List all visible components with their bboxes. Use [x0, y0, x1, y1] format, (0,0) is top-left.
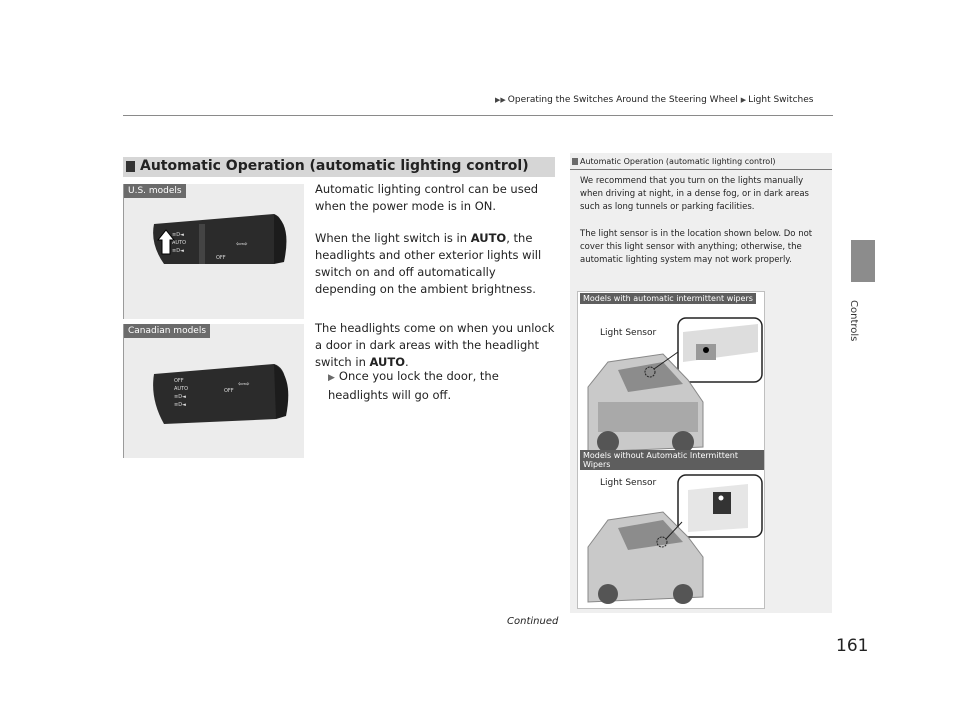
para-auto-switch [315, 230, 555, 298]
para-power-mode: Automatic lighting control can be used when the power mode is in ON. [315, 182, 539, 213]
svg-text:≡D◄: ≡D◄ [172, 248, 184, 254]
fig-tag-no-auto-wipers: Models without Automatic Intermittent Wipers [580, 450, 764, 470]
bullet-item [328, 368, 553, 404]
light-sensor-figure [577, 291, 765, 609]
figure-tag-canada: Canadian models [124, 324, 210, 338]
sensor-label-lower: Light Sensor [600, 478, 657, 488]
breadcrumb-arrow-icon: ▶▶ [495, 96, 506, 104]
paragraph [315, 181, 555, 215]
svg-text:AUTO: AUTO [174, 386, 189, 392]
breadcrumb-parent: Operating the Switches Around the Steering Wheel [507, 95, 738, 105]
bullet-arrow-icon: ▶ [328, 373, 335, 383]
svg-text:OFF: OFF [224, 388, 234, 394]
sensor-label-upper: Light Sensor [600, 328, 657, 338]
svg-text:≡D◄: ≡D◄ [174, 394, 186, 400]
bold-term: AUTO [470, 231, 507, 245]
svg-text:≡D◄: ≡D◄ [174, 402, 186, 408]
heading-square-icon [126, 161, 135, 172]
text-run: When the light switch is in [315, 231, 471, 245]
text-run: The headlights come on when you unlock a door in dark areas with the headlight switch in [315, 321, 555, 369]
svg-text:AUTO: AUTO [172, 240, 187, 246]
figure-tag-us: U.S. models [124, 184, 186, 198]
breadcrumb [495, 95, 813, 105]
note-paragraph-1: We recommend that you turn on the lights manually when driving at night, in a dense fog, or in dark areas such as long tunnels or parking facilities. [580, 176, 809, 212]
para-unlock [315, 320, 555, 371]
stalk-switch-illustration [124, 184, 304, 319]
figure-canada-stalk [123, 324, 304, 458]
chapter-tab [851, 240, 875, 282]
paragraph [315, 230, 555, 298]
bullet-text: Once you lock the door, the headlights will go off. [328, 369, 499, 402]
svg-text:⇦⇨: ⇦⇨ [238, 380, 250, 388]
note-title [572, 157, 776, 166]
bold-term: AUTO [369, 355, 406, 369]
note-title-text: Automatic Operation (automatic lighting control) [580, 157, 776, 166]
svg-text:⇦⇨: ⇦⇨ [236, 240, 248, 248]
breadcrumb-arrow-icon: ▶ [740, 96, 747, 104]
paragraph [315, 320, 555, 371]
note-divider [570, 169, 832, 170]
breadcrumb-current: Light Switches [748, 95, 814, 105]
section-heading [123, 157, 555, 177]
svg-text:OFF: OFF [216, 255, 226, 261]
header-divider [123, 115, 833, 116]
note-paragraph-2: The light sensor is in the location shown below. Do not cover this light sensor with anything; otherwise, the automatic lighting system may not work properly. [580, 229, 813, 265]
text-run: . [405, 355, 409, 369]
text-run: , the headlights and other exterior lights will switch on and off automatically depending on the ambient brightness. [315, 231, 542, 296]
figure-us-stalk [123, 184, 304, 319]
continued-label: Continued [507, 616, 559, 627]
svg-text:OFF: OFF [174, 378, 184, 384]
section-title: Automatic Operation (automatic lighting control) [140, 158, 529, 174]
svg-text:≡D◄: ≡D◄ [172, 232, 184, 238]
page-number: 161 [836, 636, 869, 656]
note-marker-icon [572, 158, 578, 165]
fig-tag-auto-wipers: Models with automatic intermittent wipers [580, 293, 756, 304]
stalk-switch-illustration [124, 324, 304, 458]
chapter-tab-label: Controls [848, 300, 859, 342]
